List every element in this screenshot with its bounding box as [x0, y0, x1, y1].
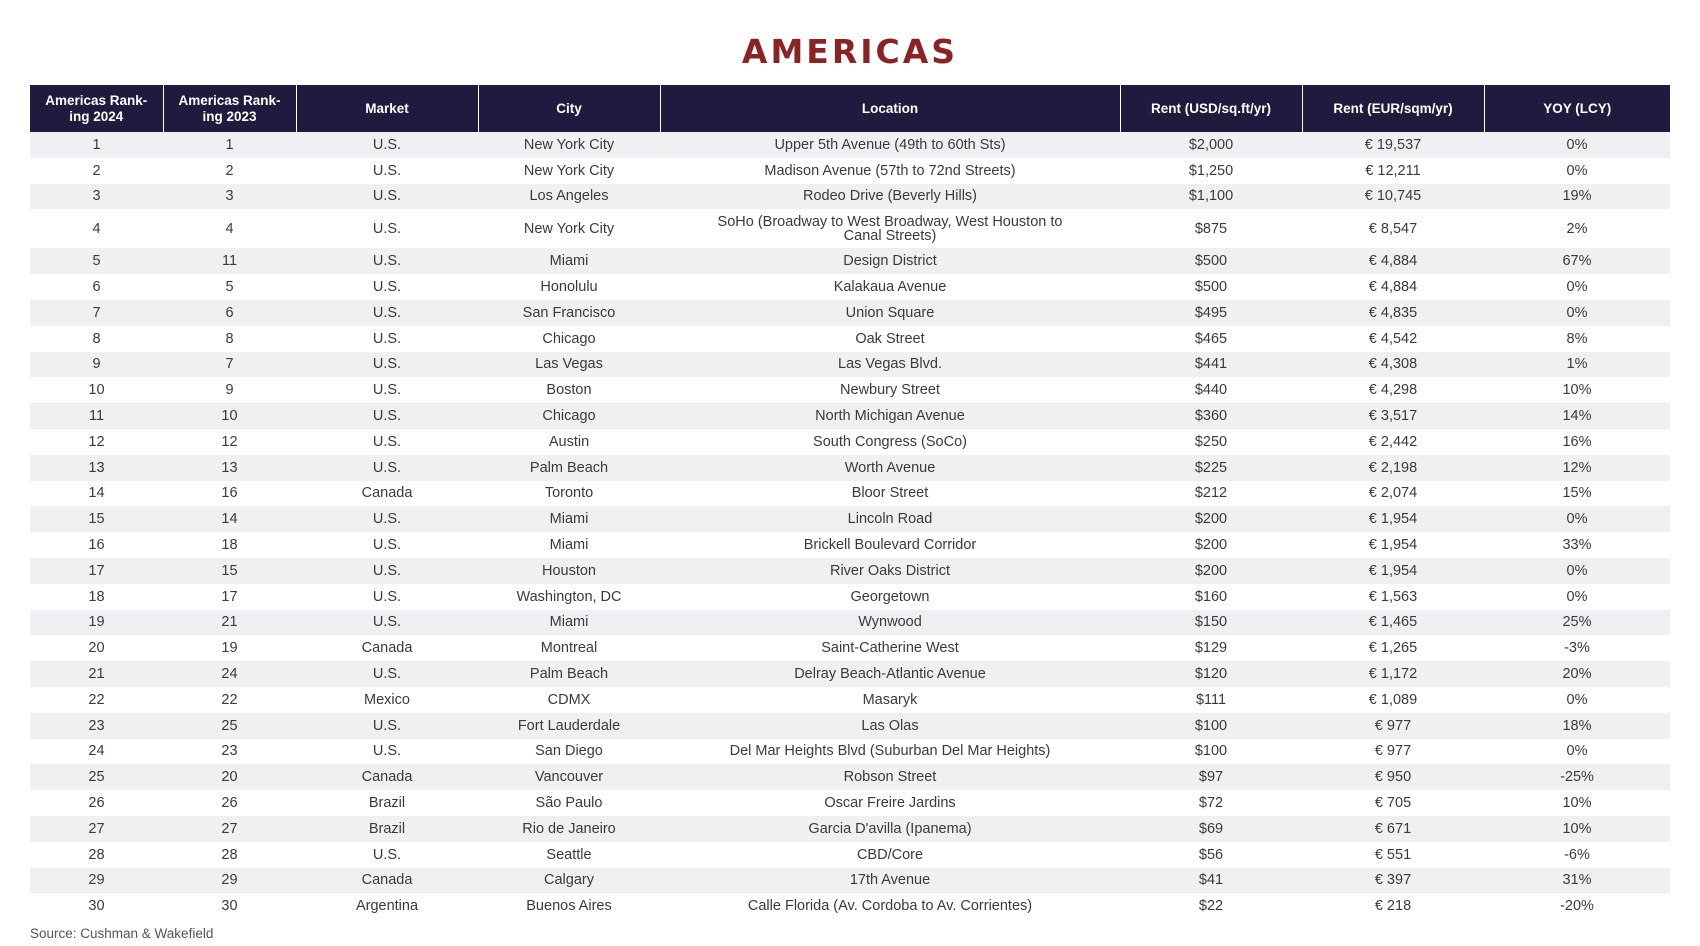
location-cell: Kalakaua Avenue: [660, 274, 1120, 300]
table-row: [30, 790, 1670, 816]
page-title: AMERICAS: [741, 32, 959, 71]
rank-2024-cell: 19: [30, 610, 163, 636]
market-cell: Canada: [296, 481, 478, 507]
rank-2023-cell: 28: [163, 842, 296, 868]
rank-2023-cell: 10: [163, 403, 296, 429]
rent-usd-cell: $250: [1120, 429, 1302, 455]
location-cell: 17th Avenue: [660, 868, 1120, 894]
market-cell: U.S.: [296, 558, 478, 584]
rent-table: [30, 85, 1670, 919]
rank-2024-cell: 12: [30, 429, 163, 455]
table-row: [30, 158, 1670, 184]
city-cell: Miami: [478, 506, 660, 532]
table-row: [30, 274, 1670, 300]
city-cell: CDMX: [478, 687, 660, 713]
rent-eur-cell: € 1,465: [1302, 610, 1484, 636]
rank-2023-cell: 11: [163, 248, 296, 274]
location-cell: SoHo (Broadway to West Broadway, West Houston to Canal Streets): [660, 209, 1120, 248]
rank-2024-cell: 21: [30, 661, 163, 687]
rank-2023-cell: 9: [163, 377, 296, 403]
rank-2023-cell: 12: [163, 429, 296, 455]
rank-2023-cell: 22: [163, 687, 296, 713]
table-row: [30, 635, 1670, 661]
rent-eur-cell: € 1,265: [1302, 635, 1484, 661]
rent-eur-cell: € 4,298: [1302, 377, 1484, 403]
rank-2024-cell: 8: [30, 326, 163, 352]
rank-2023-cell: 29: [163, 868, 296, 894]
rank-2024-cell: 18: [30, 584, 163, 610]
location-cell: Masaryk: [660, 687, 1120, 713]
rank-2024-cell: 15: [30, 506, 163, 532]
city-cell: Vancouver: [478, 764, 660, 790]
rank-2023-cell: 1: [163, 132, 296, 158]
rank-2024-cell: 28: [30, 842, 163, 868]
table-row: [30, 739, 1670, 765]
market-cell: Canada: [296, 635, 478, 661]
column-header-rank-2023: Americas Rank-ing 2023: [163, 85, 296, 132]
rank-2024-cell: 20: [30, 635, 163, 661]
column-header-rent-usd: Rent (USD/sq.ft/yr): [1120, 85, 1302, 132]
location-cell: Georgetown: [660, 584, 1120, 610]
location-cell: Design District: [660, 248, 1120, 274]
market-cell: U.S.: [296, 610, 478, 636]
rent-usd-cell: $500: [1120, 274, 1302, 300]
market-cell: U.S.: [296, 158, 478, 184]
city-cell: Seattle: [478, 842, 660, 868]
rent-eur-cell: € 1,563: [1302, 584, 1484, 610]
city-cell: Las Vegas: [478, 352, 660, 378]
location-cell: Worth Avenue: [660, 455, 1120, 481]
rank-2023-cell: 30: [163, 893, 296, 919]
rank-2024-cell: 13: [30, 455, 163, 481]
rank-2023-cell: 8: [163, 326, 296, 352]
location-cell: Las Vegas Blvd.: [660, 352, 1120, 378]
city-cell: Washington, DC: [478, 584, 660, 610]
rent-usd-cell: $200: [1120, 506, 1302, 532]
market-cell: Canada: [296, 868, 478, 894]
table-row: [30, 764, 1670, 790]
city-cell: Chicago: [478, 403, 660, 429]
market-cell: U.S.: [296, 713, 478, 739]
city-cell: New York City: [478, 132, 660, 158]
market-cell: U.S.: [296, 326, 478, 352]
rent-eur-cell: € 2,442: [1302, 429, 1484, 455]
rank-2024-cell: 24: [30, 739, 163, 765]
table-row: [30, 584, 1670, 610]
table-row: [30, 868, 1670, 894]
table-row: [30, 403, 1670, 429]
rank-2024-cell: 9: [30, 352, 163, 378]
city-cell: Palm Beach: [478, 455, 660, 481]
rent-usd-cell: $212: [1120, 481, 1302, 507]
city-cell: Miami: [478, 532, 660, 558]
city-cell: Palm Beach: [478, 661, 660, 687]
location-cell: Las Olas: [660, 713, 1120, 739]
yoy-cell: -25%: [1484, 764, 1670, 790]
rent-usd-cell: $500: [1120, 248, 1302, 274]
column-header-rank-2024: Americas Rank-ing 2024: [30, 85, 163, 132]
yoy-cell: 0%: [1484, 274, 1670, 300]
rent-eur-cell: € 1,172: [1302, 661, 1484, 687]
yoy-cell: 1%: [1484, 352, 1670, 378]
rent-eur-cell: € 977: [1302, 713, 1484, 739]
rank-2023-cell: 25: [163, 713, 296, 739]
table-row: [30, 377, 1670, 403]
rent-usd-cell: $100: [1120, 713, 1302, 739]
rent-usd-cell: $41: [1120, 868, 1302, 894]
rank-2023-cell: 16: [163, 481, 296, 507]
market-cell: U.S.: [296, 352, 478, 378]
rank-2024-cell: 1: [30, 132, 163, 158]
market-cell: Brazil: [296, 790, 478, 816]
location-cell: Garcia D'avilla (Ipanema): [660, 816, 1120, 842]
city-cell: San Diego: [478, 739, 660, 765]
yoy-cell: 31%: [1484, 868, 1670, 894]
city-cell: Houston: [478, 558, 660, 584]
rent-eur-cell: € 19,537: [1302, 132, 1484, 158]
market-cell: U.S.: [296, 274, 478, 300]
rent-usd-cell: $495: [1120, 300, 1302, 326]
city-cell: Honolulu: [478, 274, 660, 300]
table-row: [30, 713, 1670, 739]
location-cell: Rodeo Drive (Beverly Hills): [660, 184, 1120, 210]
market-cell: U.S.: [296, 661, 478, 687]
location-cell: Madison Avenue (57th to 72nd Streets): [660, 158, 1120, 184]
table-row: [30, 506, 1670, 532]
rank-2023-cell: 14: [163, 506, 296, 532]
market-cell: U.S.: [296, 532, 478, 558]
rent-usd-cell: $129: [1120, 635, 1302, 661]
rank-2024-cell: 11: [30, 403, 163, 429]
city-cell: Boston: [478, 377, 660, 403]
market-cell: U.S.: [296, 132, 478, 158]
location-cell: Delray Beach-Atlantic Avenue: [660, 661, 1120, 687]
column-header-yoy: YOY (LCY): [1484, 85, 1670, 132]
yoy-cell: -6%: [1484, 842, 1670, 868]
rank-2024-cell: 25: [30, 764, 163, 790]
location-cell: South Congress (SoCo): [660, 429, 1120, 455]
location-cell: Wynwood: [660, 610, 1120, 636]
yoy-cell: 15%: [1484, 481, 1670, 507]
rent-eur-cell: € 1,089: [1302, 687, 1484, 713]
market-cell: U.S.: [296, 403, 478, 429]
market-cell: U.S.: [296, 429, 478, 455]
table-row: [30, 326, 1670, 352]
rent-eur-cell: € 2,074: [1302, 481, 1484, 507]
city-cell: Toronto: [478, 481, 660, 507]
rent-eur-cell: € 551: [1302, 842, 1484, 868]
city-cell: Rio de Janeiro: [478, 816, 660, 842]
column-header-city: City: [478, 85, 660, 132]
rank-2024-cell: 6: [30, 274, 163, 300]
rank-2024-cell: 10: [30, 377, 163, 403]
rank-2023-cell: 18: [163, 532, 296, 558]
table-row: [30, 352, 1670, 378]
location-cell: Del Mar Heights Blvd (Suburban Del Mar Heights): [660, 739, 1120, 765]
rank-2024-cell: 29: [30, 868, 163, 894]
table-row: [30, 610, 1670, 636]
yoy-cell: 0%: [1484, 506, 1670, 532]
rent-usd-cell: $440: [1120, 377, 1302, 403]
rank-2024-cell: 22: [30, 687, 163, 713]
market-cell: U.S.: [296, 377, 478, 403]
rank-2023-cell: 3: [163, 184, 296, 210]
rent-eur-cell: € 977: [1302, 739, 1484, 765]
yoy-cell: 0%: [1484, 132, 1670, 158]
rank-2024-cell: 30: [30, 893, 163, 919]
rent-usd-cell: $360: [1120, 403, 1302, 429]
rent-eur-cell: € 1,954: [1302, 532, 1484, 558]
market-cell: Brazil: [296, 816, 478, 842]
city-cell: Buenos Aires: [478, 893, 660, 919]
table-row: [30, 532, 1670, 558]
column-header-market: Market: [296, 85, 478, 132]
source-note: Source: Cushman & Wakefield: [30, 926, 214, 941]
rent-usd-cell: $111: [1120, 687, 1302, 713]
yoy-cell: 0%: [1484, 158, 1670, 184]
table-row: [30, 300, 1670, 326]
table-row: [30, 558, 1670, 584]
yoy-cell: 19%: [1484, 184, 1670, 210]
location-cell: Calle Florida (Av. Cordoba to Av. Corrientes): [660, 893, 1120, 919]
rank-2024-cell: 2: [30, 158, 163, 184]
yoy-cell: 0%: [1484, 687, 1670, 713]
rent-eur-cell: € 1,954: [1302, 506, 1484, 532]
city-cell: Chicago: [478, 326, 660, 352]
city-cell: Montreal: [478, 635, 660, 661]
table-row: [30, 184, 1670, 210]
city-cell: Miami: [478, 248, 660, 274]
table-row: [30, 429, 1670, 455]
rank-2024-cell: 16: [30, 532, 163, 558]
rent-eur-cell: € 10,745: [1302, 184, 1484, 210]
yoy-cell: 0%: [1484, 739, 1670, 765]
rent-eur-cell: € 4,542: [1302, 326, 1484, 352]
rank-2024-cell: 7: [30, 300, 163, 326]
rank-2024-cell: 26: [30, 790, 163, 816]
table-row: [30, 132, 1670, 158]
yoy-cell: 16%: [1484, 429, 1670, 455]
yoy-cell: 0%: [1484, 584, 1670, 610]
table-row: [30, 209, 1670, 248]
location-cell: Newbury Street: [660, 377, 1120, 403]
rank-2023-cell: 17: [163, 584, 296, 610]
yoy-cell: -3%: [1484, 635, 1670, 661]
market-cell: U.S.: [296, 455, 478, 481]
rent-eur-cell: € 4,884: [1302, 248, 1484, 274]
market-cell: U.S.: [296, 248, 478, 274]
rent-usd-cell: $441: [1120, 352, 1302, 378]
city-cell: Los Angeles: [478, 184, 660, 210]
rent-usd-cell: $72: [1120, 790, 1302, 816]
rent-eur-cell: € 705: [1302, 790, 1484, 816]
rent-usd-cell: $97: [1120, 764, 1302, 790]
yoy-cell: 10%: [1484, 816, 1670, 842]
location-cell: Oak Street: [660, 326, 1120, 352]
market-cell: U.S.: [296, 209, 478, 248]
rank-2024-cell: 4: [30, 209, 163, 248]
location-cell: Saint-Catherine West: [660, 635, 1120, 661]
rank-2023-cell: 5: [163, 274, 296, 300]
rent-usd-cell: $875: [1120, 209, 1302, 248]
city-cell: Fort Lauderdale: [478, 713, 660, 739]
location-cell: River Oaks District: [660, 558, 1120, 584]
city-cell: New York City: [478, 158, 660, 184]
city-cell: São Paulo: [478, 790, 660, 816]
rank-2024-cell: 5: [30, 248, 163, 274]
rent-eur-cell: € 1,954: [1302, 558, 1484, 584]
rent-eur-cell: € 671: [1302, 816, 1484, 842]
rank-2023-cell: 23: [163, 739, 296, 765]
location-cell: Lincoln Road: [660, 506, 1120, 532]
yoy-cell: 0%: [1484, 300, 1670, 326]
yoy-cell: 33%: [1484, 532, 1670, 558]
rank-2023-cell: 13: [163, 455, 296, 481]
rank-2024-cell: 17: [30, 558, 163, 584]
yoy-cell: 0%: [1484, 558, 1670, 584]
city-cell: Calgary: [478, 868, 660, 894]
market-cell: U.S.: [296, 506, 478, 532]
table-row: [30, 248, 1670, 274]
rank-2023-cell: 4: [163, 209, 296, 248]
rent-usd-cell: $225: [1120, 455, 1302, 481]
rent-eur-cell: € 4,308: [1302, 352, 1484, 378]
rent-usd-cell: $120: [1120, 661, 1302, 687]
location-cell: Bloor Street: [660, 481, 1120, 507]
yoy-cell: 20%: [1484, 661, 1670, 687]
rank-2023-cell: 7: [163, 352, 296, 378]
market-cell: U.S.: [296, 739, 478, 765]
market-cell: Argentina: [296, 893, 478, 919]
yoy-cell: 10%: [1484, 790, 1670, 816]
rank-2023-cell: 19: [163, 635, 296, 661]
rent-usd-cell: $22: [1120, 893, 1302, 919]
rent-eur-cell: € 2,198: [1302, 455, 1484, 481]
table-row: [30, 816, 1670, 842]
location-cell: North Michigan Avenue: [660, 403, 1120, 429]
city-cell: San Francisco: [478, 300, 660, 326]
location-cell: CBD/Core: [660, 842, 1120, 868]
rent-usd-cell: $160: [1120, 584, 1302, 610]
table-row: [30, 842, 1670, 868]
rent-usd-cell: $56: [1120, 842, 1302, 868]
yoy-cell: 8%: [1484, 326, 1670, 352]
rent-usd-cell: $465: [1120, 326, 1302, 352]
market-cell: U.S.: [296, 300, 478, 326]
rank-2023-cell: 15: [163, 558, 296, 584]
yoy-cell: 18%: [1484, 713, 1670, 739]
rent-usd-cell: $100: [1120, 739, 1302, 765]
city-cell: Miami: [478, 610, 660, 636]
rent-eur-cell: € 397: [1302, 868, 1484, 894]
rent-usd-cell: $200: [1120, 532, 1302, 558]
city-cell: Austin: [478, 429, 660, 455]
rank-2023-cell: 6: [163, 300, 296, 326]
rank-2024-cell: 23: [30, 713, 163, 739]
location-cell: Union Square: [660, 300, 1120, 326]
rank-2024-cell: 3: [30, 184, 163, 210]
market-cell: U.S.: [296, 842, 478, 868]
table-row: [30, 455, 1670, 481]
rank-2023-cell: 20: [163, 764, 296, 790]
rank-2024-cell: 14: [30, 481, 163, 507]
rent-eur-cell: € 218: [1302, 893, 1484, 919]
rent-usd-cell: $1,250: [1120, 158, 1302, 184]
yoy-cell: 10%: [1484, 377, 1670, 403]
rent-eur-cell: € 8,547: [1302, 209, 1484, 248]
location-cell: Robson Street: [660, 764, 1120, 790]
rent-usd-cell: $69: [1120, 816, 1302, 842]
rent-eur-cell: € 4,835: [1302, 300, 1484, 326]
yoy-cell: -20%: [1484, 893, 1670, 919]
rank-2023-cell: 26: [163, 790, 296, 816]
market-cell: U.S.: [296, 584, 478, 610]
yoy-cell: 14%: [1484, 403, 1670, 429]
rent-usd-cell: $1,100: [1120, 184, 1302, 210]
rank-2023-cell: 24: [163, 661, 296, 687]
location-cell: Brickell Boulevard Corridor: [660, 532, 1120, 558]
rent-usd-cell: $2,000: [1120, 132, 1302, 158]
rank-2023-cell: 21: [163, 610, 296, 636]
column-header-rent-eur: Rent (EUR/sqm/yr): [1302, 85, 1484, 132]
header-row: [30, 85, 1670, 132]
table-row: [30, 893, 1670, 919]
rent-eur-cell: € 4,884: [1302, 274, 1484, 300]
rank-2023-cell: 27: [163, 816, 296, 842]
rank-2023-cell: 2: [163, 158, 296, 184]
table-row: [30, 687, 1670, 713]
market-cell: Canada: [296, 764, 478, 790]
rent-usd-cell: $200: [1120, 558, 1302, 584]
city-cell: New York City: [478, 209, 660, 248]
table-body: [30, 132, 1670, 919]
location-cell: Oscar Freire Jardins: [660, 790, 1120, 816]
rent-eur-cell: € 950: [1302, 764, 1484, 790]
location-cell: Upper 5th Avenue (49th to 60th Sts): [660, 132, 1120, 158]
yoy-cell: 12%: [1484, 455, 1670, 481]
column-header-location: Location: [660, 85, 1120, 132]
yoy-cell: 2%: [1484, 209, 1670, 248]
yoy-cell: 25%: [1484, 610, 1670, 636]
market-cell: Mexico: [296, 687, 478, 713]
table-row: [30, 661, 1670, 687]
table-row: [30, 481, 1670, 507]
rent-eur-cell: € 12,211: [1302, 158, 1484, 184]
rank-2024-cell: 27: [30, 816, 163, 842]
rent-usd-cell: $150: [1120, 610, 1302, 636]
yoy-cell: 67%: [1484, 248, 1670, 274]
rent-eur-cell: € 3,517: [1302, 403, 1484, 429]
market-cell: U.S.: [296, 184, 478, 210]
